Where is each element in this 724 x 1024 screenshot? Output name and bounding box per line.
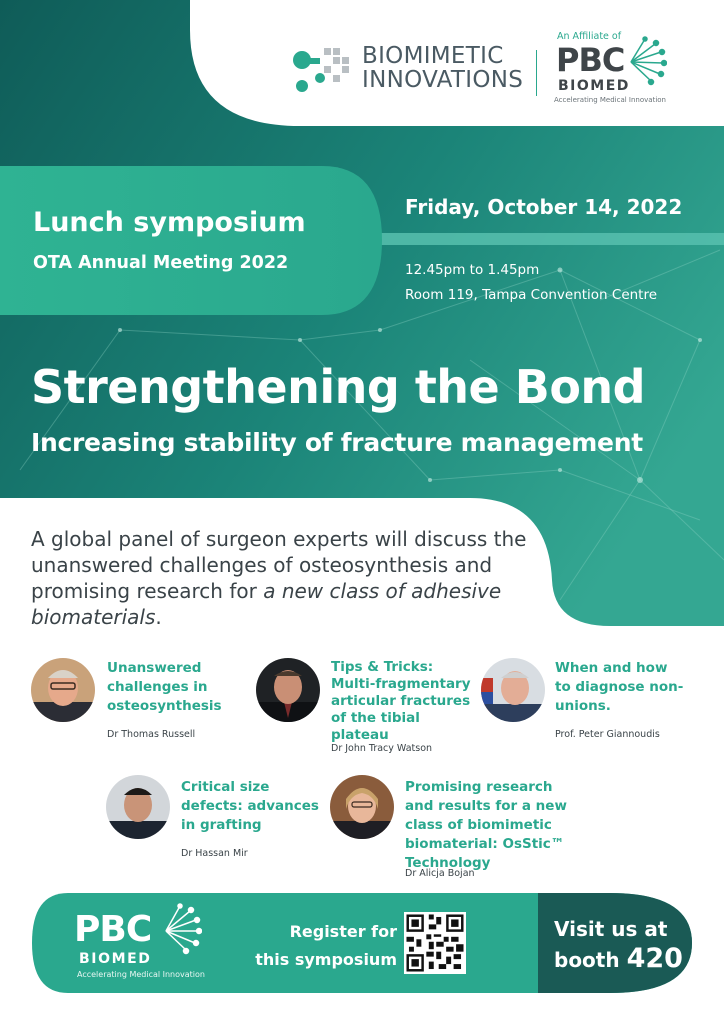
- speaker-topic: Unanswered challenges in osteosynthesis: [107, 660, 222, 714]
- booth-number: 420: [626, 943, 683, 974]
- intro-paragraph: [31, 526, 531, 630]
- visit-label: Visit us at: [554, 917, 668, 941]
- speaker-photo: [330, 775, 394, 839]
- speaker-topic: Promising research and results for a new class of biomimetic biomaterial: OsStic™ Technology: [405, 779, 567, 871]
- speaker-topic: Tips & Tricks: Multi-fragmentary articular fractures of the tibial plateau: [331, 659, 471, 743]
- intro-emphasis: a new class of adhesive biomaterials: [31, 579, 502, 629]
- company-name-line1: BIOMIMETIC: [362, 43, 504, 69]
- speaker-photo: [106, 775, 170, 839]
- register-label: Register for this symposium: [255, 922, 397, 969]
- logo-divider: [536, 50, 537, 96]
- headline: Strengthening the Bond: [31, 360, 646, 414]
- qr-code-icon[interactable]: [404, 912, 466, 974]
- speaker-photo: [31, 658, 95, 722]
- speaker-topic: Critical size defects: advances in grafting: [181, 779, 319, 833]
- partner-biomed: BIOMED: [558, 78, 630, 94]
- footer-tagline: Accelerating Medical Innovation: [77, 970, 205, 979]
- intro-text: A global panel of surgeon experts will discuss the unanswered challenges of osteosynthesis and promising research for: [31, 527, 527, 603]
- footer-pbc: PBC: [74, 909, 152, 950]
- event-title: Lunch symposium: [33, 207, 306, 238]
- speaker-name: Prof. Peter Giannoudis: [555, 729, 660, 740]
- event-time: 12.45pm to 1.45pm: [405, 262, 540, 278]
- pbc-dandelion-logo-icon: [160, 903, 202, 955]
- company-name-line2: INNOVATIONS: [362, 67, 524, 93]
- speaker-name: Dr Hassan Mir: [181, 848, 248, 859]
- affiliate-label: An Affiliate of: [557, 31, 622, 42]
- speaker-topic: When and how to diagnose non-unions.: [555, 660, 684, 714]
- company-name: [362, 44, 523, 92]
- lunch-pill: [0, 166, 382, 315]
- event-subtitle: OTA Annual Meeting 2022: [33, 253, 289, 273]
- pbc-dandelion-logo-icon: [625, 36, 667, 86]
- subheadline: Increasing stability of fracture management: [31, 428, 643, 457]
- speaker-name: Dr Alicja Bojan: [405, 868, 475, 879]
- event-room: Room 119, Tampa Convention Centre: [405, 287, 658, 303]
- speaker-name: Dr John Tracy Watson: [331, 743, 433, 754]
- biomimetic-molecule-logo-icon: [290, 44, 352, 102]
- booth-line: [554, 943, 683, 974]
- partner-pbc: PBC: [556, 41, 625, 79]
- partner-tagline: Accelerating Medical Innovation: [554, 96, 666, 104]
- speaker-name: Dr Thomas Russell: [107, 729, 196, 740]
- intro-end: .: [155, 605, 162, 629]
- booth-label: booth: [554, 948, 620, 972]
- event-date: Friday, October 14, 2022: [405, 195, 683, 219]
- footer-biomed: BIOMED: [79, 951, 152, 967]
- speaker-photo: [481, 658, 545, 722]
- speaker-photo: [256, 658, 320, 722]
